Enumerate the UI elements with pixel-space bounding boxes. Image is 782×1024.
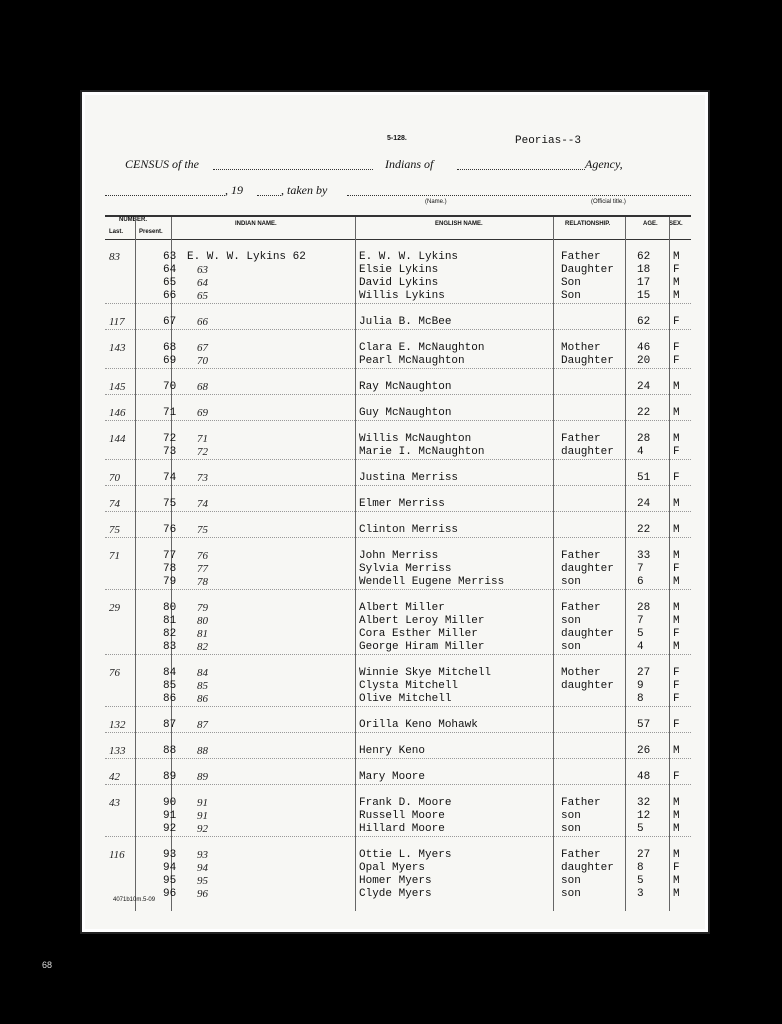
agency-label: Agency, [585, 157, 623, 171]
table-row [105, 498, 691, 510]
census-present-number: 64 [163, 264, 177, 276]
census-present-number: 82 [163, 628, 177, 640]
english-name: Pearl McNaughton [359, 355, 465, 367]
date-blank [105, 195, 225, 196]
census-present-number: 94 [163, 862, 177, 874]
age: 6 [637, 576, 644, 588]
age: 27 [637, 667, 651, 679]
relationship: son [561, 615, 581, 627]
handwritten-number: 76 [197, 550, 208, 562]
age: 62 [637, 251, 651, 263]
table-row [105, 251, 691, 263]
english-name: Sylvia Merriss [359, 563, 452, 575]
census-present-number: 74 [163, 472, 177, 484]
sex: M [673, 641, 680, 653]
number-header: NUMBER. [119, 217, 147, 223]
census-last-number: 83 [109, 251, 120, 263]
table-row [105, 823, 691, 835]
relationship: Father [561, 550, 601, 562]
census-present-number: 76 [163, 524, 177, 536]
form-number: 5-128. [387, 135, 407, 142]
age: 24 [637, 381, 651, 393]
handwritten-number: 63 [197, 264, 208, 276]
age: 24 [637, 498, 651, 510]
taker-blank [347, 195, 691, 196]
table-row [105, 433, 691, 445]
census-present-number: 88 [163, 745, 177, 757]
english-name: Willis Lykins [359, 290, 445, 302]
age-header: AGE. [643, 221, 658, 227]
handwritten-number: 92 [197, 823, 208, 835]
sex: M [673, 810, 680, 822]
census-present-number: 66 [163, 290, 177, 302]
sex: F [673, 355, 680, 367]
sex: F [673, 680, 680, 692]
sex: M [673, 524, 680, 536]
age: 27 [637, 849, 651, 861]
census-last-number: 143 [109, 342, 126, 354]
handwritten-number: 78 [197, 576, 208, 588]
age: 18 [637, 264, 651, 276]
handwritten-number: 85 [197, 680, 208, 692]
sex: M [673, 407, 680, 419]
sex: M [673, 602, 680, 614]
handwritten-number: 87 [197, 719, 208, 731]
table-row [105, 355, 691, 367]
sex: F [673, 563, 680, 575]
relationship: Daughter [561, 355, 614, 367]
english-name: John Merriss [359, 550, 439, 562]
census-last-number: 29 [109, 602, 120, 614]
name-caption: (Name.) [425, 199, 447, 205]
english-name: Wendell Eugene Merriss [359, 576, 505, 588]
age: 8 [637, 862, 644, 874]
handwritten-number: 65 [197, 290, 208, 302]
sex: F [673, 862, 680, 874]
year-label: , 19 [225, 183, 243, 197]
english-name: Guy McNaughton [359, 407, 452, 419]
sex: M [673, 550, 680, 562]
table-row [105, 290, 691, 302]
census-present-number: 92 [163, 823, 177, 835]
census-last-number: 42 [109, 771, 120, 783]
census-last-number: 133 [109, 745, 126, 757]
row-separator [105, 459, 691, 460]
row-separator [105, 836, 691, 837]
relationship: son [561, 823, 581, 835]
table-row [105, 849, 691, 861]
relationship: daughter [561, 628, 614, 640]
census-present-number: 73 [163, 446, 177, 458]
census-present-number: 95 [163, 875, 177, 887]
english-name: Mary Moore [359, 771, 426, 783]
table-row [105, 680, 691, 692]
english-name: Olive Mitchell [359, 693, 452, 705]
sex: M [673, 849, 680, 861]
age: 33 [637, 550, 651, 562]
census-present-number: 70 [163, 381, 177, 393]
row-separator [105, 758, 691, 759]
census-present-number: 85 [163, 680, 177, 692]
handwritten-number: 91 [197, 797, 208, 809]
census-present-number: 75 [163, 498, 177, 510]
sex: M [673, 823, 680, 835]
english-name: Albert Miller [359, 602, 445, 614]
age: 28 [637, 433, 651, 445]
table-row [105, 563, 691, 575]
relationship: daughter [561, 680, 614, 692]
sex: F [673, 342, 680, 354]
census-present-number: 81 [163, 615, 177, 627]
english-name: Cora Esther Miller [359, 628, 478, 640]
handwritten-number: 84 [197, 667, 208, 679]
age: 15 [637, 290, 651, 302]
table-row [105, 693, 691, 705]
census-last-number: 145 [109, 381, 126, 393]
relationship: daughter [561, 446, 614, 458]
census-last-number: 132 [109, 719, 126, 731]
indian-name-header: INDIAN NAME. [235, 221, 277, 227]
handwritten-number: 67 [197, 342, 208, 354]
taken-by-label: , taken by [281, 183, 328, 197]
census-present-number: 71 [163, 407, 177, 419]
census-present-number: 65 [163, 277, 177, 289]
english-name: Willis McNaughton [359, 433, 472, 445]
handwritten-number: 64 [197, 277, 208, 289]
census-present-number: 84 [163, 667, 177, 679]
census-present-number: 89 [163, 771, 177, 783]
sex: F [673, 472, 680, 484]
english-name: Clyde Myers [359, 888, 432, 900]
census-of-the-label: CENSUS of the [125, 157, 199, 171]
table-row [105, 797, 691, 809]
english-name: Homer Myers [359, 875, 432, 887]
table-row [105, 576, 691, 588]
row-separator [105, 368, 691, 369]
english-name: Marie I. McNaughton [359, 446, 485, 458]
english-name: Winnie Skye Mitchell [359, 667, 492, 679]
english-name: E. W. W. Lykins [359, 251, 459, 263]
sex: F [673, 264, 680, 276]
age: 8 [637, 693, 644, 705]
english-name: Clinton Merriss [359, 524, 459, 536]
table-row [105, 277, 691, 289]
age: 17 [637, 277, 651, 289]
print-code: 4071b10m.5-09 [113, 897, 156, 903]
age: 32 [637, 797, 651, 809]
census-last-number: 144 [109, 433, 126, 445]
row-separator [105, 329, 691, 330]
age: 9 [637, 680, 644, 692]
relationship-header: RELATIONSHIP. [565, 221, 611, 227]
title-caption: (Official title.) [591, 199, 626, 205]
page-stamp: 68 [42, 960, 53, 970]
sex-header: SEX. [669, 221, 683, 227]
age: 5 [637, 628, 644, 640]
age: 20 [637, 355, 651, 367]
table-row [105, 719, 691, 731]
age: 3 [637, 888, 644, 900]
census-last-number: 74 [109, 498, 120, 510]
english-name: Elmer Merriss [359, 498, 445, 510]
indians-of-label: Indians of [385, 157, 434, 171]
handwritten-number: 93 [197, 849, 208, 861]
handwritten-number: 72 [197, 446, 208, 458]
handwritten-number: 69 [197, 407, 208, 419]
row-separator [105, 511, 691, 512]
handwritten-number: 79 [197, 602, 208, 614]
census-last-number: 70 [109, 472, 120, 484]
sex: F [673, 719, 680, 731]
table-row [105, 667, 691, 679]
relationship: daughter [561, 862, 614, 874]
census-present-number: 96 [163, 888, 177, 900]
census-present-number: 93 [163, 849, 177, 861]
last-header: Last. [109, 229, 124, 235]
table-row [105, 524, 691, 536]
census-present-number: 86 [163, 693, 177, 705]
english-name: George Hiram Miller [359, 641, 485, 653]
year-blank [257, 195, 281, 196]
handwritten-number: 95 [197, 875, 208, 887]
age: 4 [637, 641, 644, 653]
handwritten-number: 96 [197, 888, 208, 900]
census-last-number: 146 [109, 407, 126, 419]
relationship: Father [561, 849, 601, 861]
row-separator [105, 784, 691, 785]
table-row [105, 771, 691, 783]
table-row [105, 264, 691, 276]
census-present-number: 83 [163, 641, 177, 653]
english-name: Justina Merriss [359, 472, 459, 484]
english-name: Orilla Keno Mohawk [359, 719, 478, 731]
census-present-number: 91 [163, 810, 177, 822]
table-row [105, 342, 691, 354]
census-present-number: 63 [163, 251, 177, 263]
english-name: Russell Moore [359, 810, 445, 822]
table-row [105, 628, 691, 640]
census-present-number: 79 [163, 576, 177, 588]
handwritten-number: 88 [197, 745, 208, 757]
relationship: Father [561, 602, 601, 614]
age: 12 [637, 810, 651, 822]
row-separator [105, 654, 691, 655]
sex: M [673, 797, 680, 809]
age: 22 [637, 407, 651, 419]
age: 28 [637, 602, 651, 614]
age: 5 [637, 823, 644, 835]
age: 4 [637, 446, 644, 458]
row-separator [105, 589, 691, 590]
census-last-number: 116 [109, 849, 125, 861]
handwritten-number: 66 [197, 316, 208, 328]
table-row [105, 615, 691, 627]
table-row [105, 446, 691, 458]
sex: M [673, 290, 680, 302]
row-separator [105, 420, 691, 421]
relationship: Mother [561, 667, 601, 679]
handwritten-number: 91 [197, 810, 208, 822]
census-present-number: 80 [163, 602, 177, 614]
table-row [105, 745, 691, 757]
age: 5 [637, 875, 644, 887]
english-name-header: ENGLISH NAME. [435, 221, 483, 227]
handwritten-number: 86 [197, 693, 208, 705]
handwritten-number: 71 [197, 433, 208, 445]
handwritten-number: 94 [197, 862, 208, 874]
relationship: son [561, 810, 581, 822]
english-name: Frank D. Moore [359, 797, 452, 809]
census-present-number: 69 [163, 355, 177, 367]
sex: M [673, 615, 680, 627]
census-present-number: 78 [163, 563, 177, 575]
agency-blank [457, 169, 585, 170]
census-last-number: 75 [109, 524, 120, 536]
sex: M [673, 277, 680, 289]
row-separator [105, 303, 691, 304]
census-present-number: 68 [163, 342, 177, 354]
census-last-number: 76 [109, 667, 120, 679]
english-name: Ray McNaughton [359, 381, 452, 393]
relationship: Father [561, 251, 601, 263]
handwritten-number: 77 [197, 563, 208, 575]
sex: M [673, 251, 680, 263]
sex: F [673, 771, 680, 783]
table-row [105, 316, 691, 328]
age: 51 [637, 472, 651, 484]
present-header: Present. [139, 229, 163, 235]
table-row [105, 407, 691, 419]
table-row [105, 641, 691, 653]
english-name: Albert Leroy Miller [359, 615, 485, 627]
handwritten-number: 82 [197, 641, 208, 653]
table-row [105, 381, 691, 393]
table-row [105, 472, 691, 484]
table-row [105, 875, 691, 887]
age: 7 [637, 563, 644, 575]
tribe-blank [213, 169, 373, 170]
handwritten-number: 74 [197, 498, 208, 510]
census-last-number: 71 [109, 550, 120, 562]
row-separator [105, 537, 691, 538]
census-present-number: 67 [163, 316, 177, 328]
age: 46 [637, 342, 651, 354]
table-row [105, 862, 691, 874]
census-present-number: 77 [163, 550, 177, 562]
table-row [105, 602, 691, 614]
sex: M [673, 745, 680, 757]
handwritten-number: 68 [197, 381, 208, 393]
table-row [105, 550, 691, 562]
sex: F [673, 667, 680, 679]
english-name: Hillard Moore [359, 823, 445, 835]
age: 48 [637, 771, 651, 783]
handwritten-number: 81 [197, 628, 208, 640]
census-present-number: 87 [163, 719, 177, 731]
sex: M [673, 576, 680, 588]
relationship: son [561, 875, 581, 887]
handwritten-number: 70 [197, 355, 208, 367]
handwritten-number: 80 [197, 615, 208, 627]
sex: F [673, 316, 680, 328]
relationship: son [561, 888, 581, 900]
census-sheet [82, 92, 708, 932]
english-name: Clysta Mitchell [359, 680, 459, 692]
sex: M [673, 888, 680, 900]
sex: M [673, 875, 680, 887]
indian-name: E. W. W. Lykins 62 [187, 251, 306, 263]
sex: F [673, 628, 680, 640]
english-name: Elsie Lykins [359, 264, 439, 276]
relationship: Father [561, 433, 601, 445]
age: 7 [637, 615, 644, 627]
census-present-number: 90 [163, 797, 177, 809]
handwritten-number: 89 [197, 771, 208, 783]
handwritten-number: 73 [197, 472, 208, 484]
relationship: son [561, 641, 581, 653]
row-separator [105, 394, 691, 395]
relationship: Mother [561, 342, 601, 354]
english-name: Ottie L. Myers [359, 849, 452, 861]
sex: M [673, 498, 680, 510]
table-header [105, 215, 691, 240]
table-row [105, 888, 691, 900]
row-separator [105, 706, 691, 707]
relationship: daughter [561, 563, 614, 575]
age: 57 [637, 719, 651, 731]
english-name: Henry Keno [359, 745, 426, 757]
census-last-number: 43 [109, 797, 120, 809]
relationship: Son [561, 277, 581, 289]
relationship: Daughter [561, 264, 614, 276]
agency-tag: Peorias--3 [515, 135, 582, 147]
english-name: Julia B. McBee [359, 316, 452, 328]
handwritten-number: 75 [197, 524, 208, 536]
relationship: Son [561, 290, 581, 302]
sex: M [673, 433, 680, 445]
census-present-number: 72 [163, 433, 177, 445]
row-separator [105, 485, 691, 486]
english-name: David Lykins [359, 277, 439, 289]
relationship: son [561, 576, 581, 588]
row-separator [105, 732, 691, 733]
relationship: Father [561, 797, 601, 809]
census-last-number: 117 [109, 316, 125, 328]
table-row [105, 810, 691, 822]
age: 22 [637, 524, 651, 536]
english-name: Clara E. McNaughton [359, 342, 485, 354]
english-name: Opal Myers [359, 862, 426, 874]
age: 62 [637, 316, 651, 328]
sex: F [673, 693, 680, 705]
age: 26 [637, 745, 651, 757]
sex: F [673, 446, 680, 458]
sex: M [673, 381, 680, 393]
